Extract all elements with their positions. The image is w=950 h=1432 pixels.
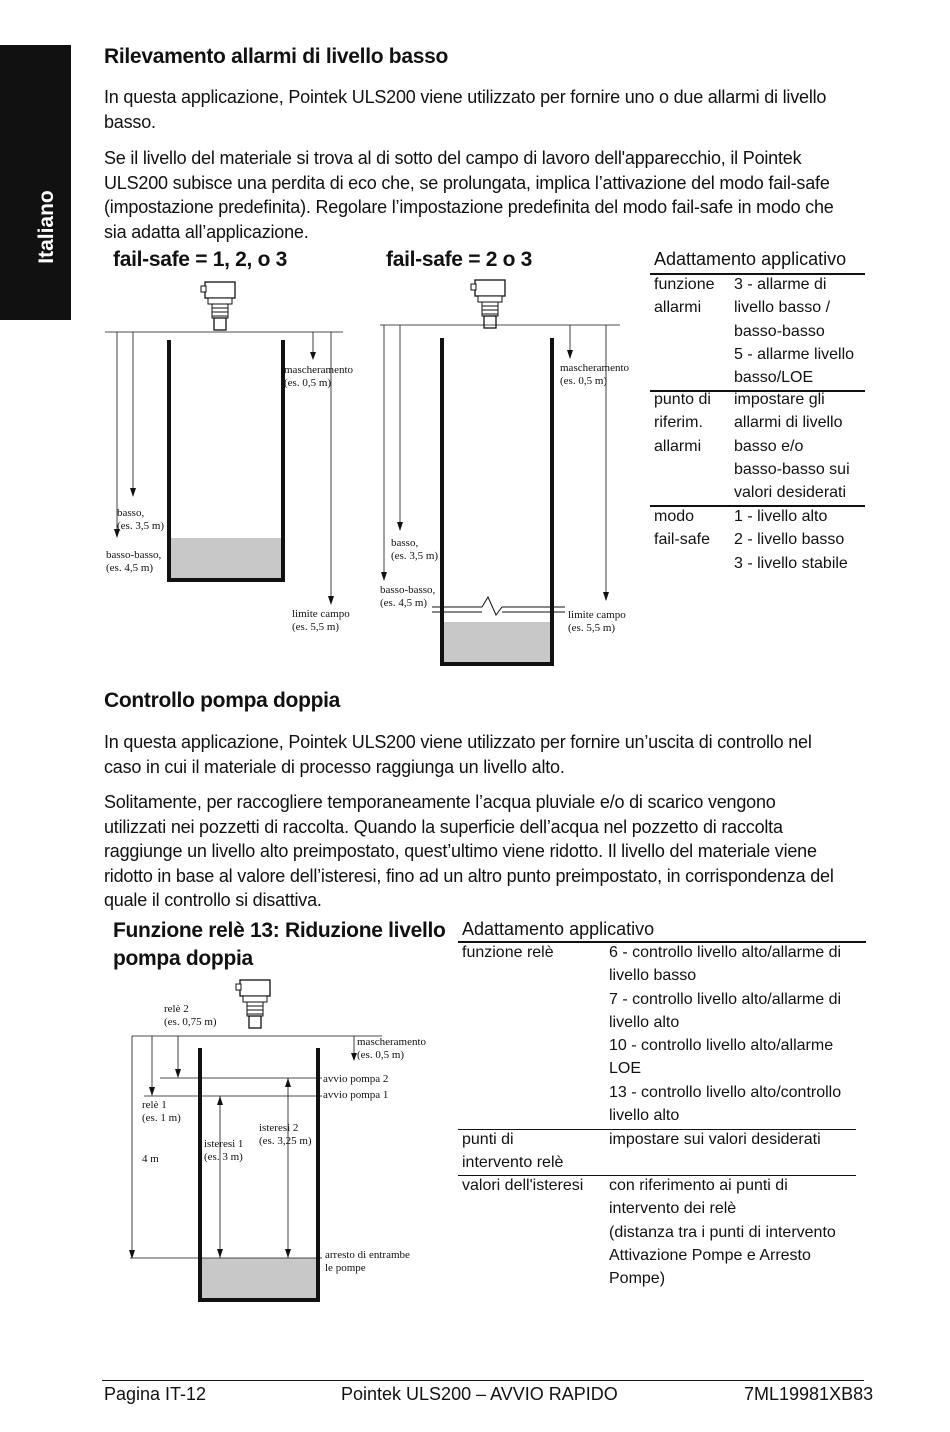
relay-table-title: Adattamento applicativo — [462, 919, 655, 939]
hysteresis1-label: isteresi 1 (es. 3 m) — [204, 1138, 244, 1163]
alarm-table-title: Adattamento applicativo — [654, 249, 847, 269]
relay-table-row-function: funzione relè 6 - controllo livello alto/allarme di livello basso 7 - controllo livello alto/allarme di livello alto 10 - controllo livello alto/allarme LOE 13 - controllo livello alto/controllo livello alto — [462, 944, 842, 1125]
diagram-a-mask-label: mascheramento (es. 0,5 m) — [284, 364, 354, 389]
failsafe-paragraph: Se il livello del materiale si trova al di sotto del campo di lavoro dell'apparecchio, il Pointek ULS200 subisce una perdita di eco che, se prolungata, implica l’attivazione del modo fail-safe (impostazione predefinita). Regolare l’impostazione predefinita del modo fail-safe in modo che sia adatta all’applicazione. — [104, 148, 834, 242]
section-title-low-level-alarm: Rilevamento allarmi di livello basso — [104, 45, 448, 68]
pump2-start-label: avvio pompa 2 — [323, 1073, 389, 1085]
hysteresis2-label: isteresi 2 (es. 3,25 m) — [259, 1122, 312, 1147]
section-title-dual-pump: Controllo pompa doppia — [104, 689, 341, 712]
dual-pump-description-paragraph: Solitamente, per raccogliere temporaneamente l’acqua pluviale e/o di scarico vengono utilizzati nei pozzetti di raccolta. Quando la superficie dell’acqua nel pozzetto di raccolta raggiunge un livello alto preimpostato, quest’ultimo viene ridotto. Il livello del materiale viene ridotto in base al valore dell’isteresi, fino ad un altro punto preimpostato, in corrispondenza del quale il controllo si disattiva. — [104, 792, 834, 910]
sensor-icon — [201, 282, 235, 330]
alarm-table-row-failsafe: modo fail-safe 1 - livello alto 2 - livello basso 3 - livello stabile — [654, 508, 848, 572]
language-side-tab — [0, 45, 71, 320]
language-label: Italiano — [35, 190, 58, 264]
stop-pumps-label: arresto di entrambe le pompe — [325, 1249, 410, 1274]
four-meter-label: 4 m — [142, 1153, 159, 1165]
footer-page-number: Pagina IT-12 — [104, 1384, 207, 1404]
relay-table-row-setpoints: punti di intervento relè impostare sui valori desiderati — [462, 1131, 821, 1172]
diagram-b-lowlow-label: basso-basso, (es. 4,5 m) — [380, 584, 436, 609]
alarm-table-row-function: funzione allarmi 3 - allarme di livello basso / basso-basso 5 - allarme livello basso/LOE — [654, 276, 855, 387]
diagram-b-mask-label: mascheramento (es. 0,5 m) — [560, 362, 630, 387]
relay1-label: relè 1 (es. 1 m) — [142, 1099, 181, 1124]
relay-mask-label: mascheramento (es. 0,5 m) — [357, 1036, 427, 1061]
diagram-a-title: fail-safe = 1, 2, o 3 — [113, 248, 288, 271]
diagram-b-title: fail-safe = 2 o 3 — [386, 248, 533, 271]
relay2-label: relè 2 (es. 0,75 m) — [164, 1003, 217, 1028]
dual-pump-intro-paragraph: In questa applicazione, Pointek ULS200 viene utilizzato per fornire un’uscita di controllo nel caso in cui il materiale di processo raggiunga un livello alto. — [104, 732, 812, 777]
diagram-a-limit-label: limite campo (es. 5,5 m) — [292, 608, 350, 633]
sensor-icon — [236, 980, 270, 1028]
diagram-a-tank — [95, 270, 365, 650]
alarm-table-row-setpoint: punto di riferim. allarmi impostare gli allarmi di livello basso e/o basso-basso sui valori desiderati — [654, 391, 850, 502]
footer-document-title: Pointek ULS200 – AVVIO RAPIDO — [341, 1384, 618, 1404]
footer-document-code: 7ML19981XB83 — [744, 1384, 874, 1404]
relay-diagram-title: Funzione relè 13: Riduzione livello pompa doppia — [113, 919, 446, 970]
pump1-start-label: avvio pompa 1 — [323, 1089, 389, 1101]
relay-table-row-hysteresis: valori dell'isteresi con riferimento ai punti di intervento dei relè (distanza tra i punti di intervento Attivazione Pompe e Arresto Pompe) — [462, 1177, 836, 1288]
sensor-icon — [471, 280, 505, 328]
footer-rule — [102, 1380, 864, 1381]
intro-paragraph: In questa applicazione, Pointek ULS200 viene utilizzato per fornire uno o due allarmi di livello basso. — [104, 87, 827, 132]
diagram-b-low-label: basso, (es. 3,5 m) — [391, 537, 439, 562]
diagram-a-low-label: basso, (es. 3,5 m) — [117, 507, 165, 532]
diagram-a-lowlow-label: basso-basso, (es. 4,5 m) — [106, 549, 162, 574]
diagram-b-limit-label: limite campo (es. 5,5 m) — [568, 609, 626, 634]
